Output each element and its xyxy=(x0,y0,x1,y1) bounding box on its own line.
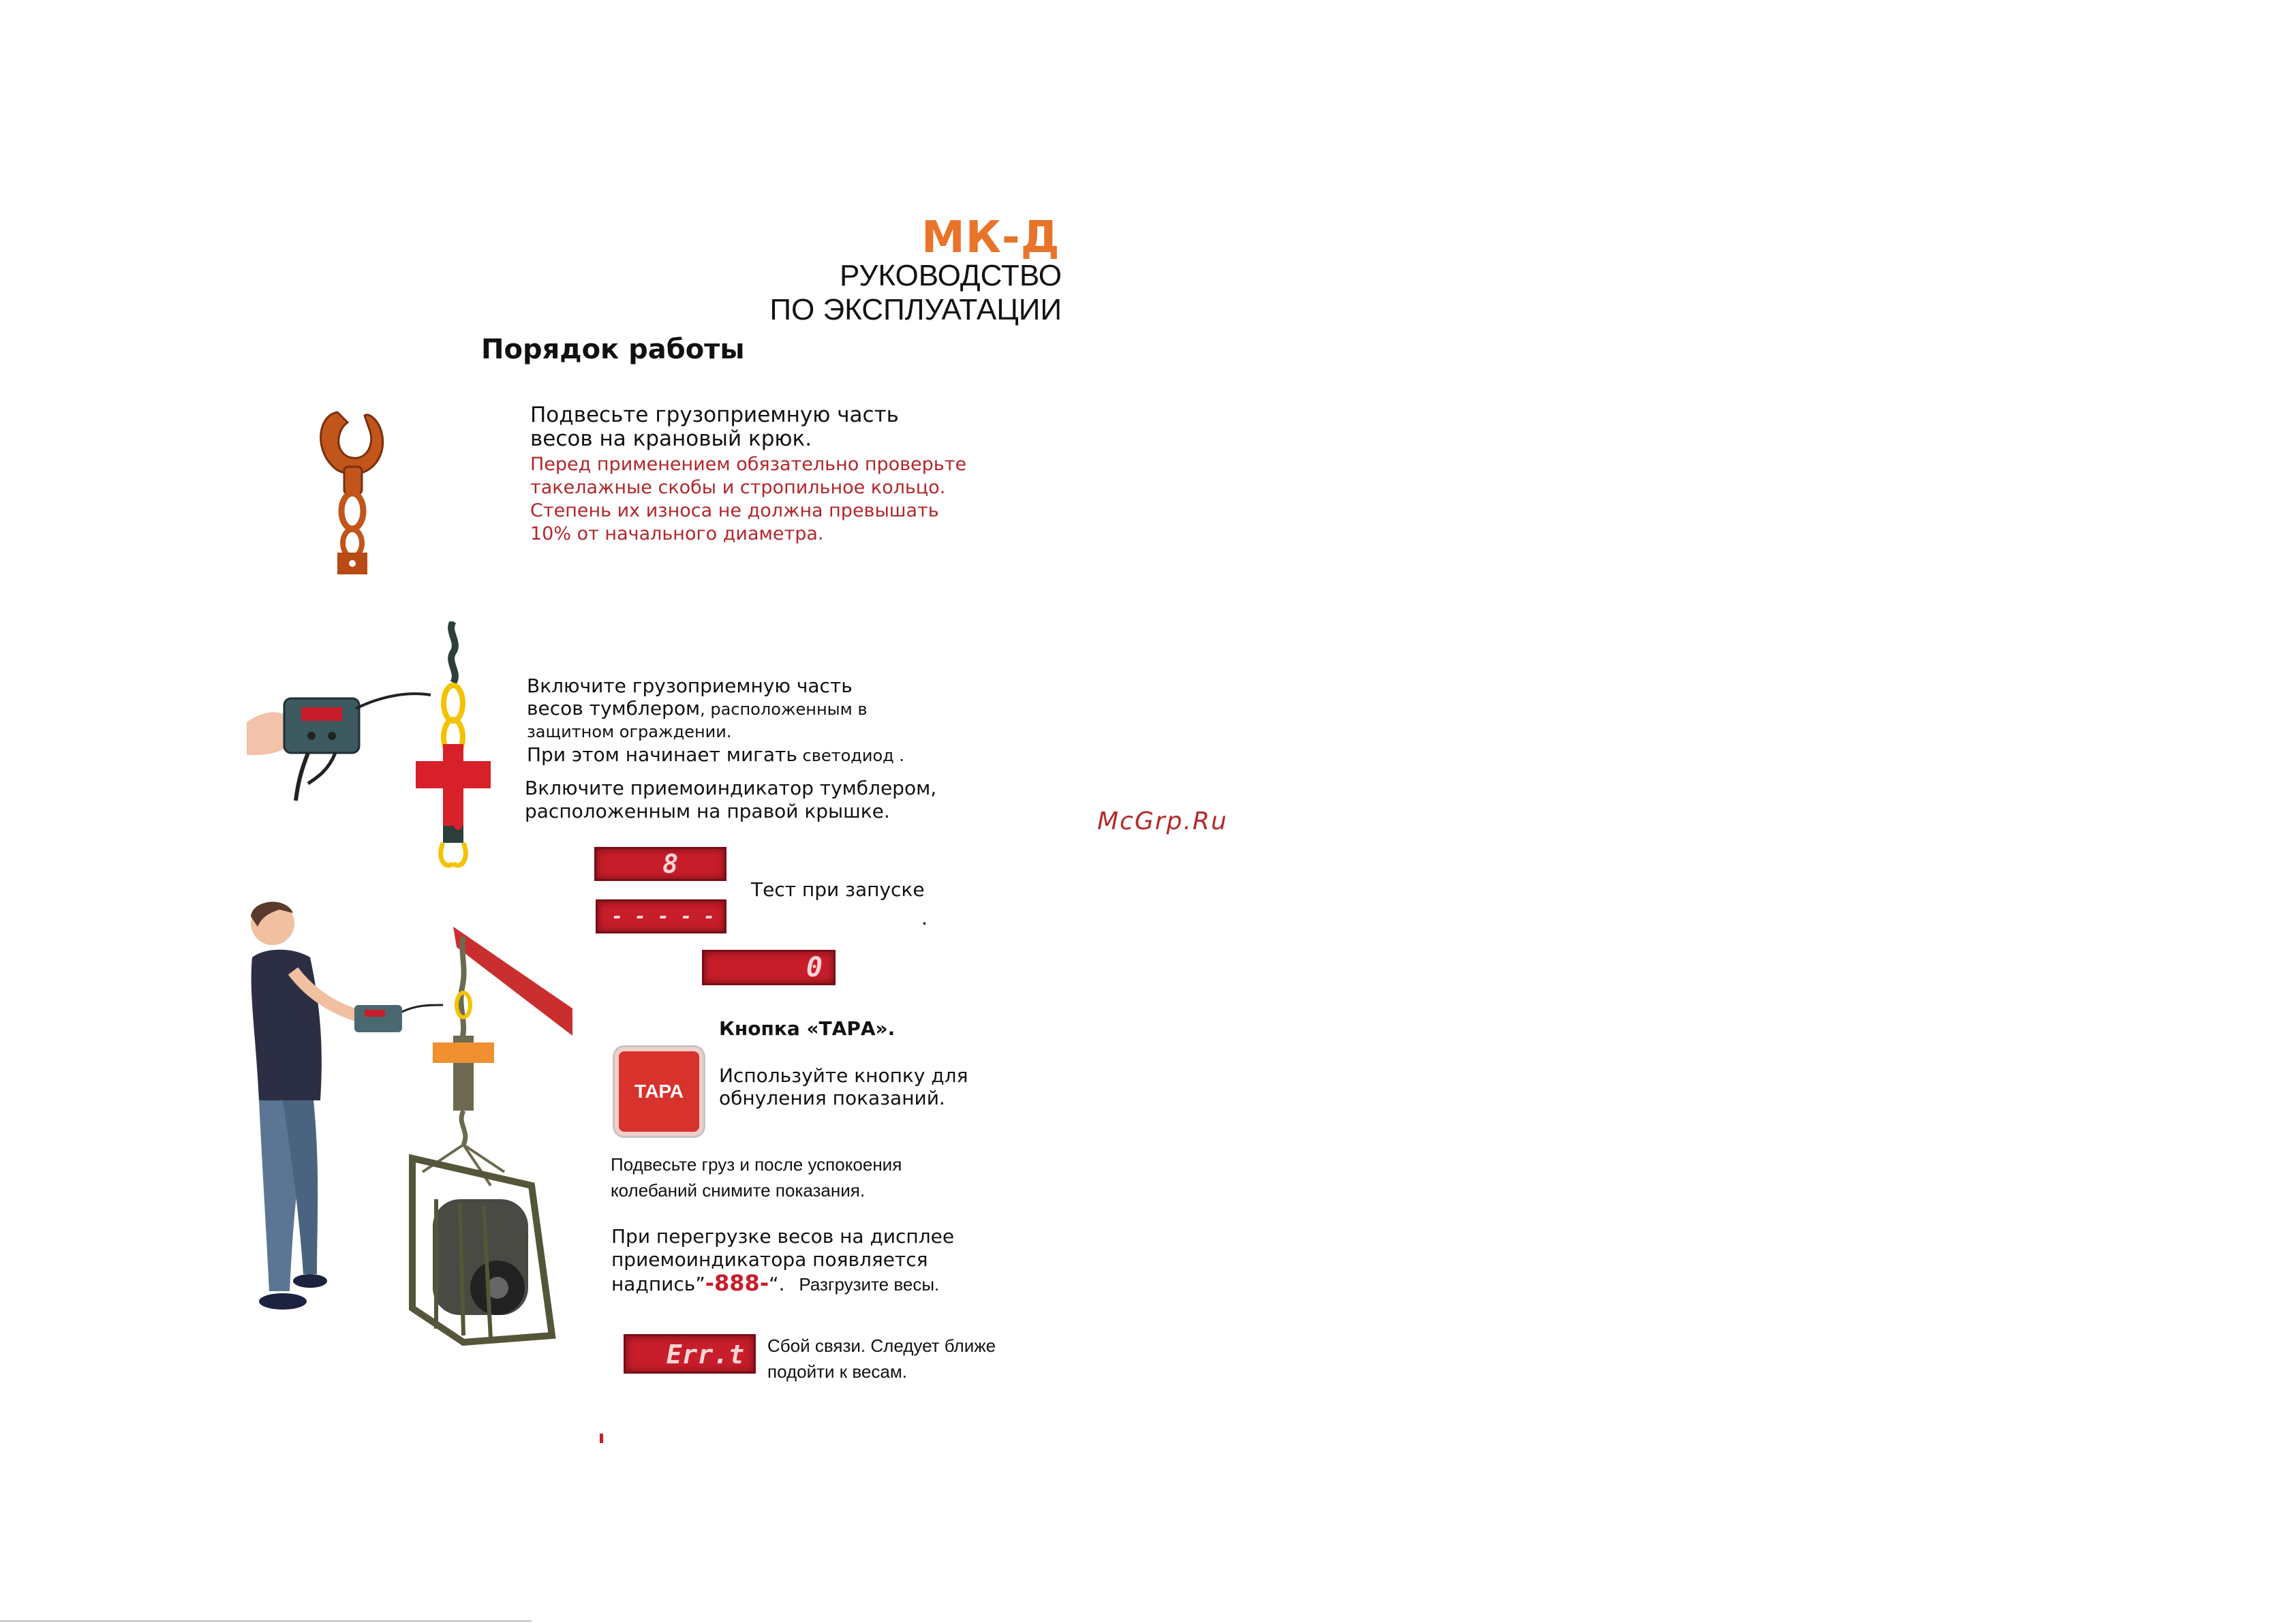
crane-hook-illustration xyxy=(310,399,392,576)
step1-warning-line1: Перед применением обязательно проверьте xyxy=(530,454,967,475)
step2-line3: защитном ограждении. xyxy=(527,722,732,741)
step1-line2: весов на крановый крюк. xyxy=(530,427,812,451)
comm-error-text xyxy=(767,1333,996,1385)
step1-warning-line3: Степень их износа не должна превышать xyxy=(530,500,939,521)
watermark: McGrp.Ru xyxy=(1097,807,1228,835)
step1-warning xyxy=(530,453,966,546)
crane-scale-illustration xyxy=(409,621,498,874)
brand-logo: МК-Д xyxy=(921,213,1060,263)
lcd-error-display: Err.t xyxy=(624,1334,756,1374)
lcd-zero-display: 0 xyxy=(702,950,836,985)
manual-title-line1: РУКОВОДСТВО xyxy=(840,259,1062,292)
step1-warning-line2: такелажные скобы и стропильное кольцо. xyxy=(530,477,946,498)
overload-line1: При перегрузке весов на дисплее xyxy=(611,1225,955,1248)
step3-line2: колебаний снимите показания. xyxy=(611,1180,866,1201)
lcd-test-display-1: 8 xyxy=(594,847,726,881)
section-title: Порядок работы xyxy=(481,334,745,365)
overload-line3b: “. xyxy=(769,1273,785,1295)
crane-load-illustration xyxy=(409,927,579,1363)
comm-error-line1: Сбой связи. Следует ближе xyxy=(767,1335,996,1356)
comm-error-line2: подойти к весам. xyxy=(767,1361,907,1382)
tara-desc-line1: Используйте кнопку для xyxy=(719,1064,968,1087)
step2-line4a: При этом начинает мигать xyxy=(527,743,797,766)
step1-line1: Подвесьте грузоприемную часть xyxy=(530,403,899,427)
step2-line2a: весов тумблером xyxy=(527,697,701,720)
overload-code: -888- xyxy=(705,1270,769,1296)
overload-instruction xyxy=(611,1225,954,1296)
decorative-red-mark xyxy=(600,1434,603,1443)
overload-line3c: Разгрузите весы. xyxy=(799,1274,940,1295)
step2-line6: расположенным на правой крышке. xyxy=(525,800,890,822)
step2-line4 xyxy=(527,743,904,767)
step2-indicator-instruction xyxy=(525,777,936,823)
step2-line4b: светодиод . xyxy=(797,746,904,765)
step2-line1: Включите грузоприемную часть xyxy=(527,675,853,697)
overload-line3a: надпись” xyxy=(611,1273,705,1295)
step1-instruction xyxy=(530,403,899,451)
tara-desc-line2: обнуления показаний. xyxy=(719,1087,945,1109)
step2-line2 xyxy=(527,697,904,721)
step2-line2b: , расположенным в xyxy=(700,700,868,719)
step1-warning-line4: 10% от начального диаметра. xyxy=(530,523,824,544)
tara-button[interactable]: ТАРА xyxy=(615,1047,703,1136)
step3-line1: Подвесьте груз и после успокоения xyxy=(611,1154,902,1175)
page-edge-line xyxy=(0,1620,532,1622)
overload-line2: приемоиндикатора появляется xyxy=(611,1248,928,1271)
test-caption-dot: . xyxy=(921,907,928,929)
overload-line3 xyxy=(611,1271,954,1296)
step2-instruction xyxy=(527,675,904,767)
test-caption: Тест при запуске xyxy=(751,878,925,901)
lcd-test-display-2: - - - - - xyxy=(596,899,726,933)
step3-instruction xyxy=(611,1151,902,1203)
manual-title-line2: ПО ЭКСПЛУАТАЦИИ xyxy=(769,293,1062,326)
step2-line5: Включите приемоиндикатор тумблером, xyxy=(525,777,937,799)
tara-title: Кнопка «ТАРА». xyxy=(719,1017,896,1040)
tara-description xyxy=(719,1064,968,1109)
